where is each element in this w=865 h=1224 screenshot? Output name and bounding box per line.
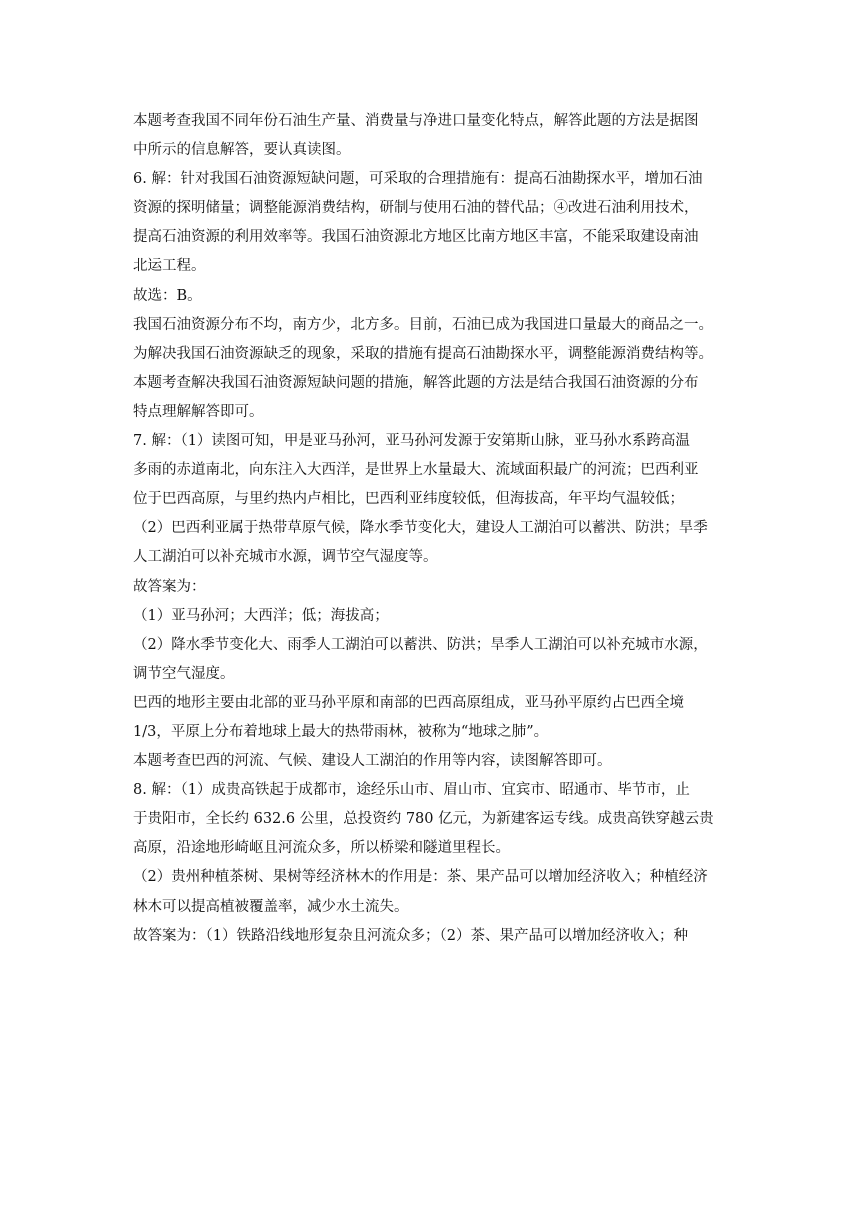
text-line: 位于巴西高原，与里约热内卢相比，巴西利亚纬度较低，但海拔高，年平均气温较低； [133,491,684,508]
text-line: （2）巴西利亚属于热带草原气候，降水季节变化大，建设人工湖泊可以蓄洪、防洪；旱季 [133,520,708,537]
text-line: 故答案为：（1）铁路沿线地形复杂且河流众多；（2）茶、果产品可以增加经济收入；种 [133,927,688,944]
text-line: 故选：B。 [133,287,202,304]
text-line: 故答案为： [133,578,206,595]
text-line: 为解决我国石油资源缺乏的现象，采取的措施有提高石油勘探水平，调整能源消费结构等。 [133,345,713,362]
document-body [133,107,737,951]
text-line: 林木可以提高植被覆盖率，减少水土流失。 [133,898,409,915]
text-line: 高原，沿途地形崎岖且河流众多，所以桥梁和隧道里程长。 [133,840,510,857]
text-line: 人工湖泊可以补充城市水源，调节空气湿度等。 [133,549,438,566]
text-line: 6. 解：针对我国石油资源短缺问题，可采取的合理措施有：提高石油勘探水平，增加石油 [133,171,703,188]
text-line: 7. 解：（1）读图可知，甲是亚马孙河，亚马孙河发源于安第斯山脉，亚马孙水系跨高温 [133,433,690,450]
text-line: 我国石油资源分布不均，南方少，北方多。目前，石油已成为我国进口量最大的商品之一。 [133,316,713,333]
text-line: 1/3，平原上分布着地球上最大的热带雨林，被称为“地球之肺”。 [133,723,549,740]
text-line: 中所示的信息解答，要认真读图。 [133,142,351,159]
text-line: 提高石油资源的利用效率等。我国石油资源北方地区比南方地区丰富，不能采取建设南油 [133,229,699,246]
text-line: （2）降水季节变化大、雨季人工湖泊可以蓄洪、防洪；旱季人工湖泊可以补充城市水源， [133,636,708,653]
text-line: （2）贵州种植茶树、果树等经济林木的作用是：茶、果产品可以增加经济收入；种植经济 [133,869,708,886]
text-line: 北运工程。 [133,258,206,275]
text-line: 本题考查巴西的河流、气候、建设人工湖泊的作用等内容，读图解答即可。 [133,753,612,770]
text-line: 本题考查我国不同年份石油生产量、消费量与净进口量变化特点，解答此题的方法是据图 [133,113,699,129]
text-line: （1）亚马孙河；大西洋；低；海拔高； [133,607,389,624]
text-line: 调节空气湿度。 [133,665,235,682]
text-line: 资源的探明储量；调整能源消费结构，研制与使用石油的替代品；④改进石油利用技术， [133,200,699,217]
text-line: 特点理解解答即可。 [133,403,264,420]
text-line: 8. 解：（1）成贵高铁起于成都市，途经乐山市、眉山市、宜宾市、昭通市、毕节市，止 [133,782,690,799]
text-line: 于贵阳市，全长约 632.6 公里，总投资约 780 亿元，为新建客运专线。成贵高铁穿越云贵 [133,811,714,828]
text-line: 多雨的赤道南北，向东注入大西洋，是世界上水量最大、流域面积最广的河流；巴西利亚 [133,462,699,479]
text-line: 本题考查解决我国石油资源短缺问题的措施，解答此题的方法是结合我国石油资源的分布 [133,374,699,391]
text-line: 巴西的地形主要由北部的亚马孙平原和南部的巴西高原组成，亚马孙平原约占巴西全境 [133,694,684,711]
